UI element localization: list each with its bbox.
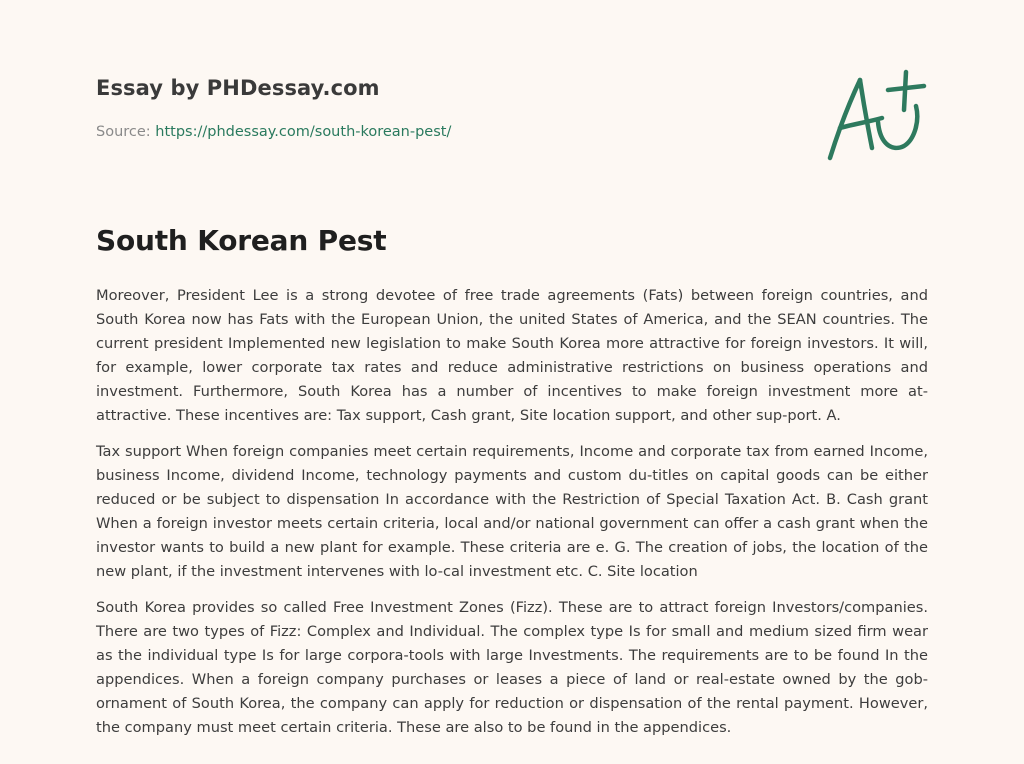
essay-paragraph: Moreover, President Lee is a strong devotee of free trade agreements (Fats) between foreign countries, and South Korea now has Fats with the European Union, the united States of America, and the SEAN countries. The current president Implemented new legislation to make South Korea more attractive for foreign investors. It will, for example, lower corporate tax rates and reduce administrative restrictions on business operations and investment. Furthermore, South Korea has a number of incentives to make foreign investment more at-attractive. These incentives are: Tax support, Cash grant, Site location support, and other sup-port. A. bbox=[96, 287, 928, 424]
source-link[interactable]: https://phdessay.com/south-korean-pest/ bbox=[155, 124, 452, 140]
essay-paragraph: Tax support When foreign companies meet certain requirements, Income and corporate tax from earned Income, business Income, dividend Income, technology payments and custom du-titles on capital goods can be either reduced or be subject to dispensation In accordance with the Restriction of Special Taxation Act. B. Cash grant When a foreign investor meets certain criteria, local and/or national government can offer a cash grant when the investor wants to build a new plant for example. These criteria are e. G. The creation of jobs, the location of the new plant, if the investment intervenes with lo-cal investment etc. C. Site location bbox=[96, 443, 928, 580]
source-label: Source: bbox=[96, 124, 151, 140]
essay-title: South Korean Pest bbox=[96, 224, 387, 257]
essay-paragraph: South Korea provides so called Free Investment Zones (Fizz). These are to attract foreign Investors/companies. There are two types of Fizz: Complex and Individual. The complex type Is for small and medium sized firm wear as the individual type Is for large corpora-tools with large Investments. The requirements are to be found In the appendices. When a foreign company purchases or leases a piece of land or real-estate owned by the gob-ornament of South Korea, the company can apply for reduction or dispensation of the rental payment. However, the company must meet certain criteria. These are also to be found in the appendices. bbox=[96, 599, 928, 736]
site-title: Essay by PHDessay.com bbox=[96, 76, 380, 100]
source-line bbox=[96, 124, 696, 140]
header bbox=[96, 76, 696, 140]
a-plus-logo-icon bbox=[820, 66, 930, 166]
essay-body bbox=[96, 284, 928, 752]
